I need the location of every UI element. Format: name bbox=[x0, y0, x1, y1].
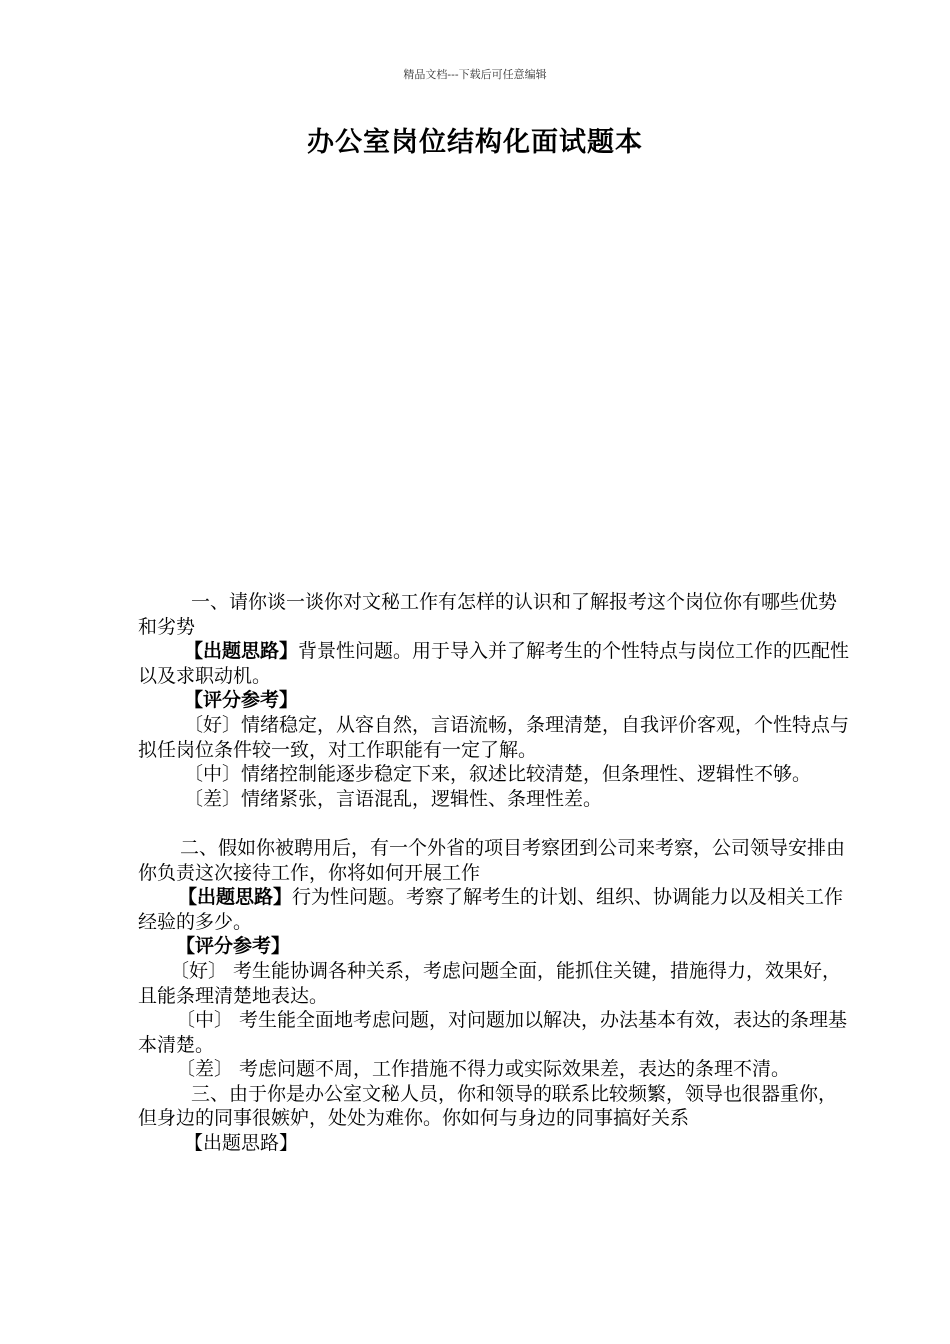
question-2-grade-good: 〔好〕 考生能协调各种关系，考虑问题全面，能抓住关键，措施得力，效果好，且能条理清楚地表达。 bbox=[138, 959, 842, 1007]
question-2: 二、假如你被聘用后，有一个外省的项目考察团到公司来考察，公司领导安排由你负责这次接待工作，你将如何开展工作 bbox=[138, 836, 846, 884]
question-2-idea bbox=[138, 885, 850, 934]
idea-text: 行为性问题。考察了解考生的计划、组织、协调能力以及相关工作经验的多少。 bbox=[138, 886, 844, 933]
question-3: 三、由于你是办公室文秘人员，你和领导的联系比较频繁，领导也很器重你，但身边的同事很嫉妒，处处为难你。你如何与身边的同事搞好关系 bbox=[138, 1082, 838, 1130]
question-1-grade-good: 〔好〕情绪稳定，从容自然，言语流畅，条理清楚，自我评价客观，个性特点与拟任岗位条件较一致，对工作职能有一定了解。 bbox=[138, 713, 850, 761]
idea-label: 【出题思路】 bbox=[178, 886, 293, 909]
question-2-ref-label: 【评分参考】 bbox=[176, 935, 291, 958]
header-note: 精品文档---下载后可任意编辑 bbox=[403, 68, 547, 81]
question-3-idea-label: 【出题思路】 bbox=[184, 1132, 299, 1155]
question-1: 一、请你谈一谈你对文秘工作有怎样的认识和了解报考这个岗位你有哪些优势和劣势 bbox=[138, 591, 838, 638]
idea-text: 背景性问题。用于导入并了解考生的个性特点与岗位工作的匹配性以及求职动机。 bbox=[138, 640, 850, 687]
question-2-grade-poor: 〔差〕 考虑问题不周，工作措施不得力或实际效果差，表达的条理不清。 bbox=[176, 1058, 791, 1081]
question-1-ref-label: 【评分参考】 bbox=[184, 689, 299, 712]
section-gap bbox=[138, 811, 850, 836]
document-body bbox=[138, 590, 850, 1156]
question-2-grade-medium: 〔中〕 考生能全面地考虑问题，对问题加以解决，办法基本有效，表达的条理基本清楚。 bbox=[138, 1009, 848, 1056]
question-1-grade-medium: 〔中〕情绪控制能逐步稳定下来，叙述比较清楚，但条理性、逻辑性不够。 bbox=[184, 763, 812, 786]
question-1-grade-poor: 〔差〕情绪紧张，言语混乱，逻辑性、条理性差。 bbox=[184, 787, 603, 810]
question-1-idea bbox=[138, 639, 850, 688]
document-title: 办公室岗位结构化面试题本 bbox=[307, 127, 643, 158]
idea-label: 【出题思路】 bbox=[184, 640, 299, 663]
